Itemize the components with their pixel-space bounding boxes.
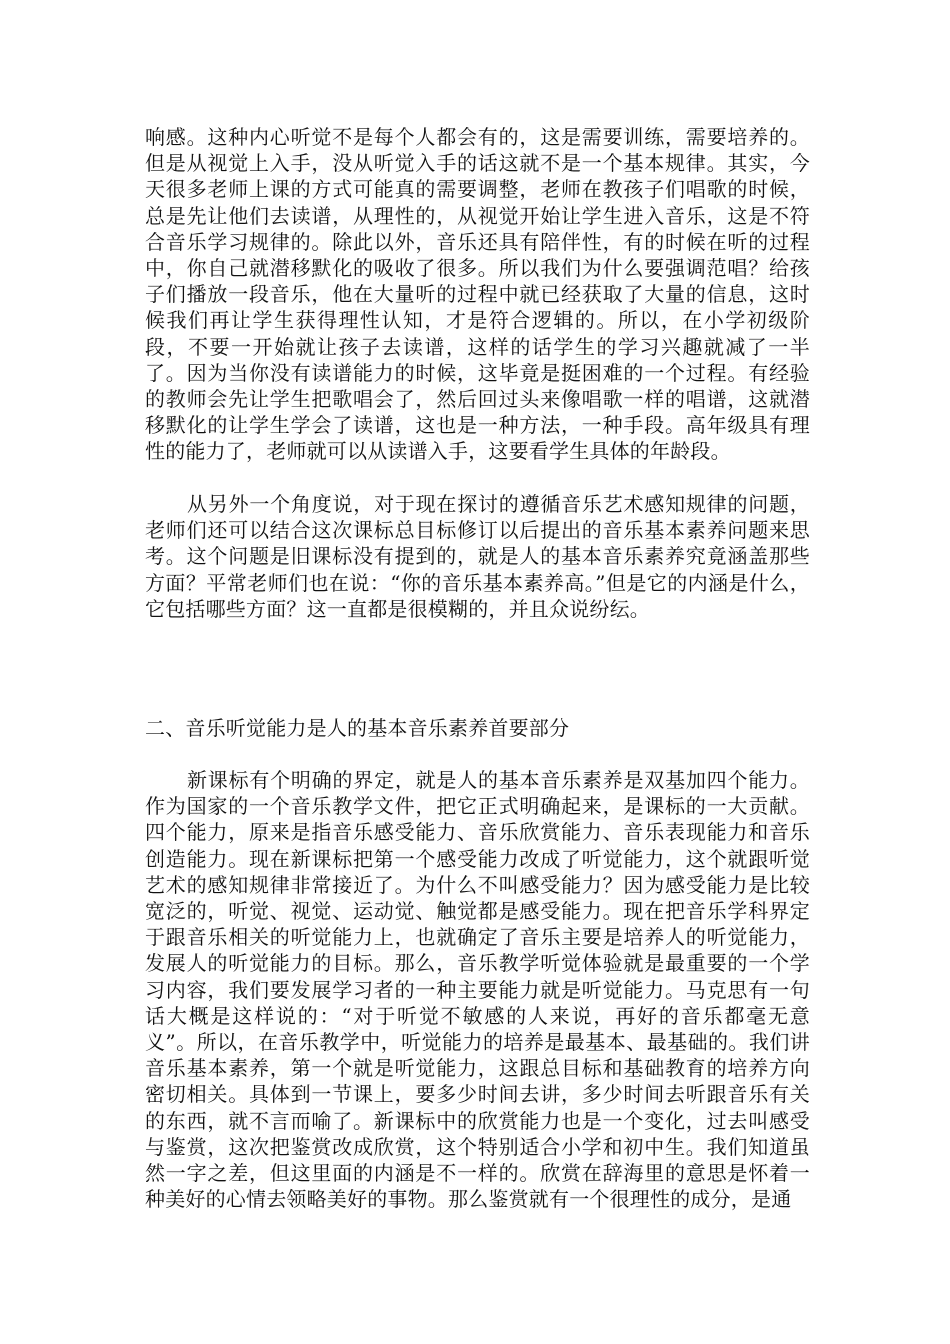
body-paragraph-1: 响感。这种内心听觉不是每个人都会有的，这是需要训练，需要培养的。但是从视觉上入手，没从听觉入手的话这就不是一个基本规律。其实，今天很多老师上课的方式可能真的需要调整，老师在教孩子们唱歌的时候，总是先让他们去读谱，从理性的，从视觉开始让学生进入音乐，这是不符合音乐学习规律的。除此以外，音乐还具有陪伴性，有的时候在听的过程中，你自己就潜移默化的吸收了很多。所以我们为什么要强调范唱？给孩子们播放一段音乐，他在大量听的过程中就已经获取了大量的信息，这时候我们再让学生获得理性认知，才是符合逻辑的。所以，在小学初级阶段，不要一开始就让孩子去读谱，这样的话学生的学习兴趣就减了一半了。因为当你没有读谱能力的时候，这毕竟是挺困难的一个过程。有经验的教师会先让学生把歌唱会了，然后回过头来像唱歌一样的唱谱，这就潜移默化的让学生学会了读谱，这也是一种方法，一种手段。高年级具有理性的能力了，老师就可以从读谱入手，这要看学生具体的年龄段。	[145, 125, 810, 464]
section-heading-2: 二、音乐听觉能力是人的基本音乐素养首要部分	[145, 716, 570, 740]
body-paragraph-3: 新课标有个明确的界定，就是人的基本音乐素养是双基加四个能力。作为国家的一个音乐教学文件，把它正式明确起来，是课标的一大贡献。四个能力，原来是指音乐感受能力、音乐欣赏能力、音乐表现能力和音乐创造能力。现在新课标把第一个感受能力改成了听觉能力，这个就跟听觉艺术的感知规律非常接近了。为什么不叫感受能力？因为感受能力是比较宽泛的，听觉、视觉、运动觉、触觉都是感受能力。现在把音乐学科界定于跟音乐相关的听觉能力上，也就确定了音乐主要是培养人的听觉能力，发展人的听觉能力的目标。那么，音乐教学听觉体验就是最重要的一个学习内容，我们要发展学习者的一种主要能力就是听觉能力。马克思有一句话大概是这样说的：“对于听觉不敏感的人来说，再好的音乐都毫无意义”。所以，在音乐教学中，听觉能力的培养是最基本、最基础的。我们讲音乐基本素养，第一个就是听觉能力，这跟总目标和基础教育的培养方向密切相关。具体到一节课上，要多少时间去讲，多少时间去听跟音乐有关的东西，就不言而喻了。新课标中的欣赏能力也是一个变化，过去叫感受与鉴赏，这次把鉴赏改成欣赏，这个特别适合小学和初中生。我们知道虽然一字之差，但这里面的内涵是不一样的。欣赏在辞海里的意思是怀着一种美好的心情去领略美好的事物。那么鉴赏就有一个很理性的成分，是通	[145, 768, 810, 1212]
body-paragraph-2: 从另外一个角度说，对于现在探讨的遵循音乐艺术感知规律的问题，老师们还可以结合这次课标总目标修订以后提出的音乐基本素养问题来思考。这个问题是旧课标没有提到的，就是人的基本音乐素养究竟涵盖那些方面？平常老师们也在说：“你的音乐基本素养高。”但是它的内涵是什么，它包括哪些方面？这一直都是很模糊的，并且众说纷纭。	[145, 492, 810, 621]
